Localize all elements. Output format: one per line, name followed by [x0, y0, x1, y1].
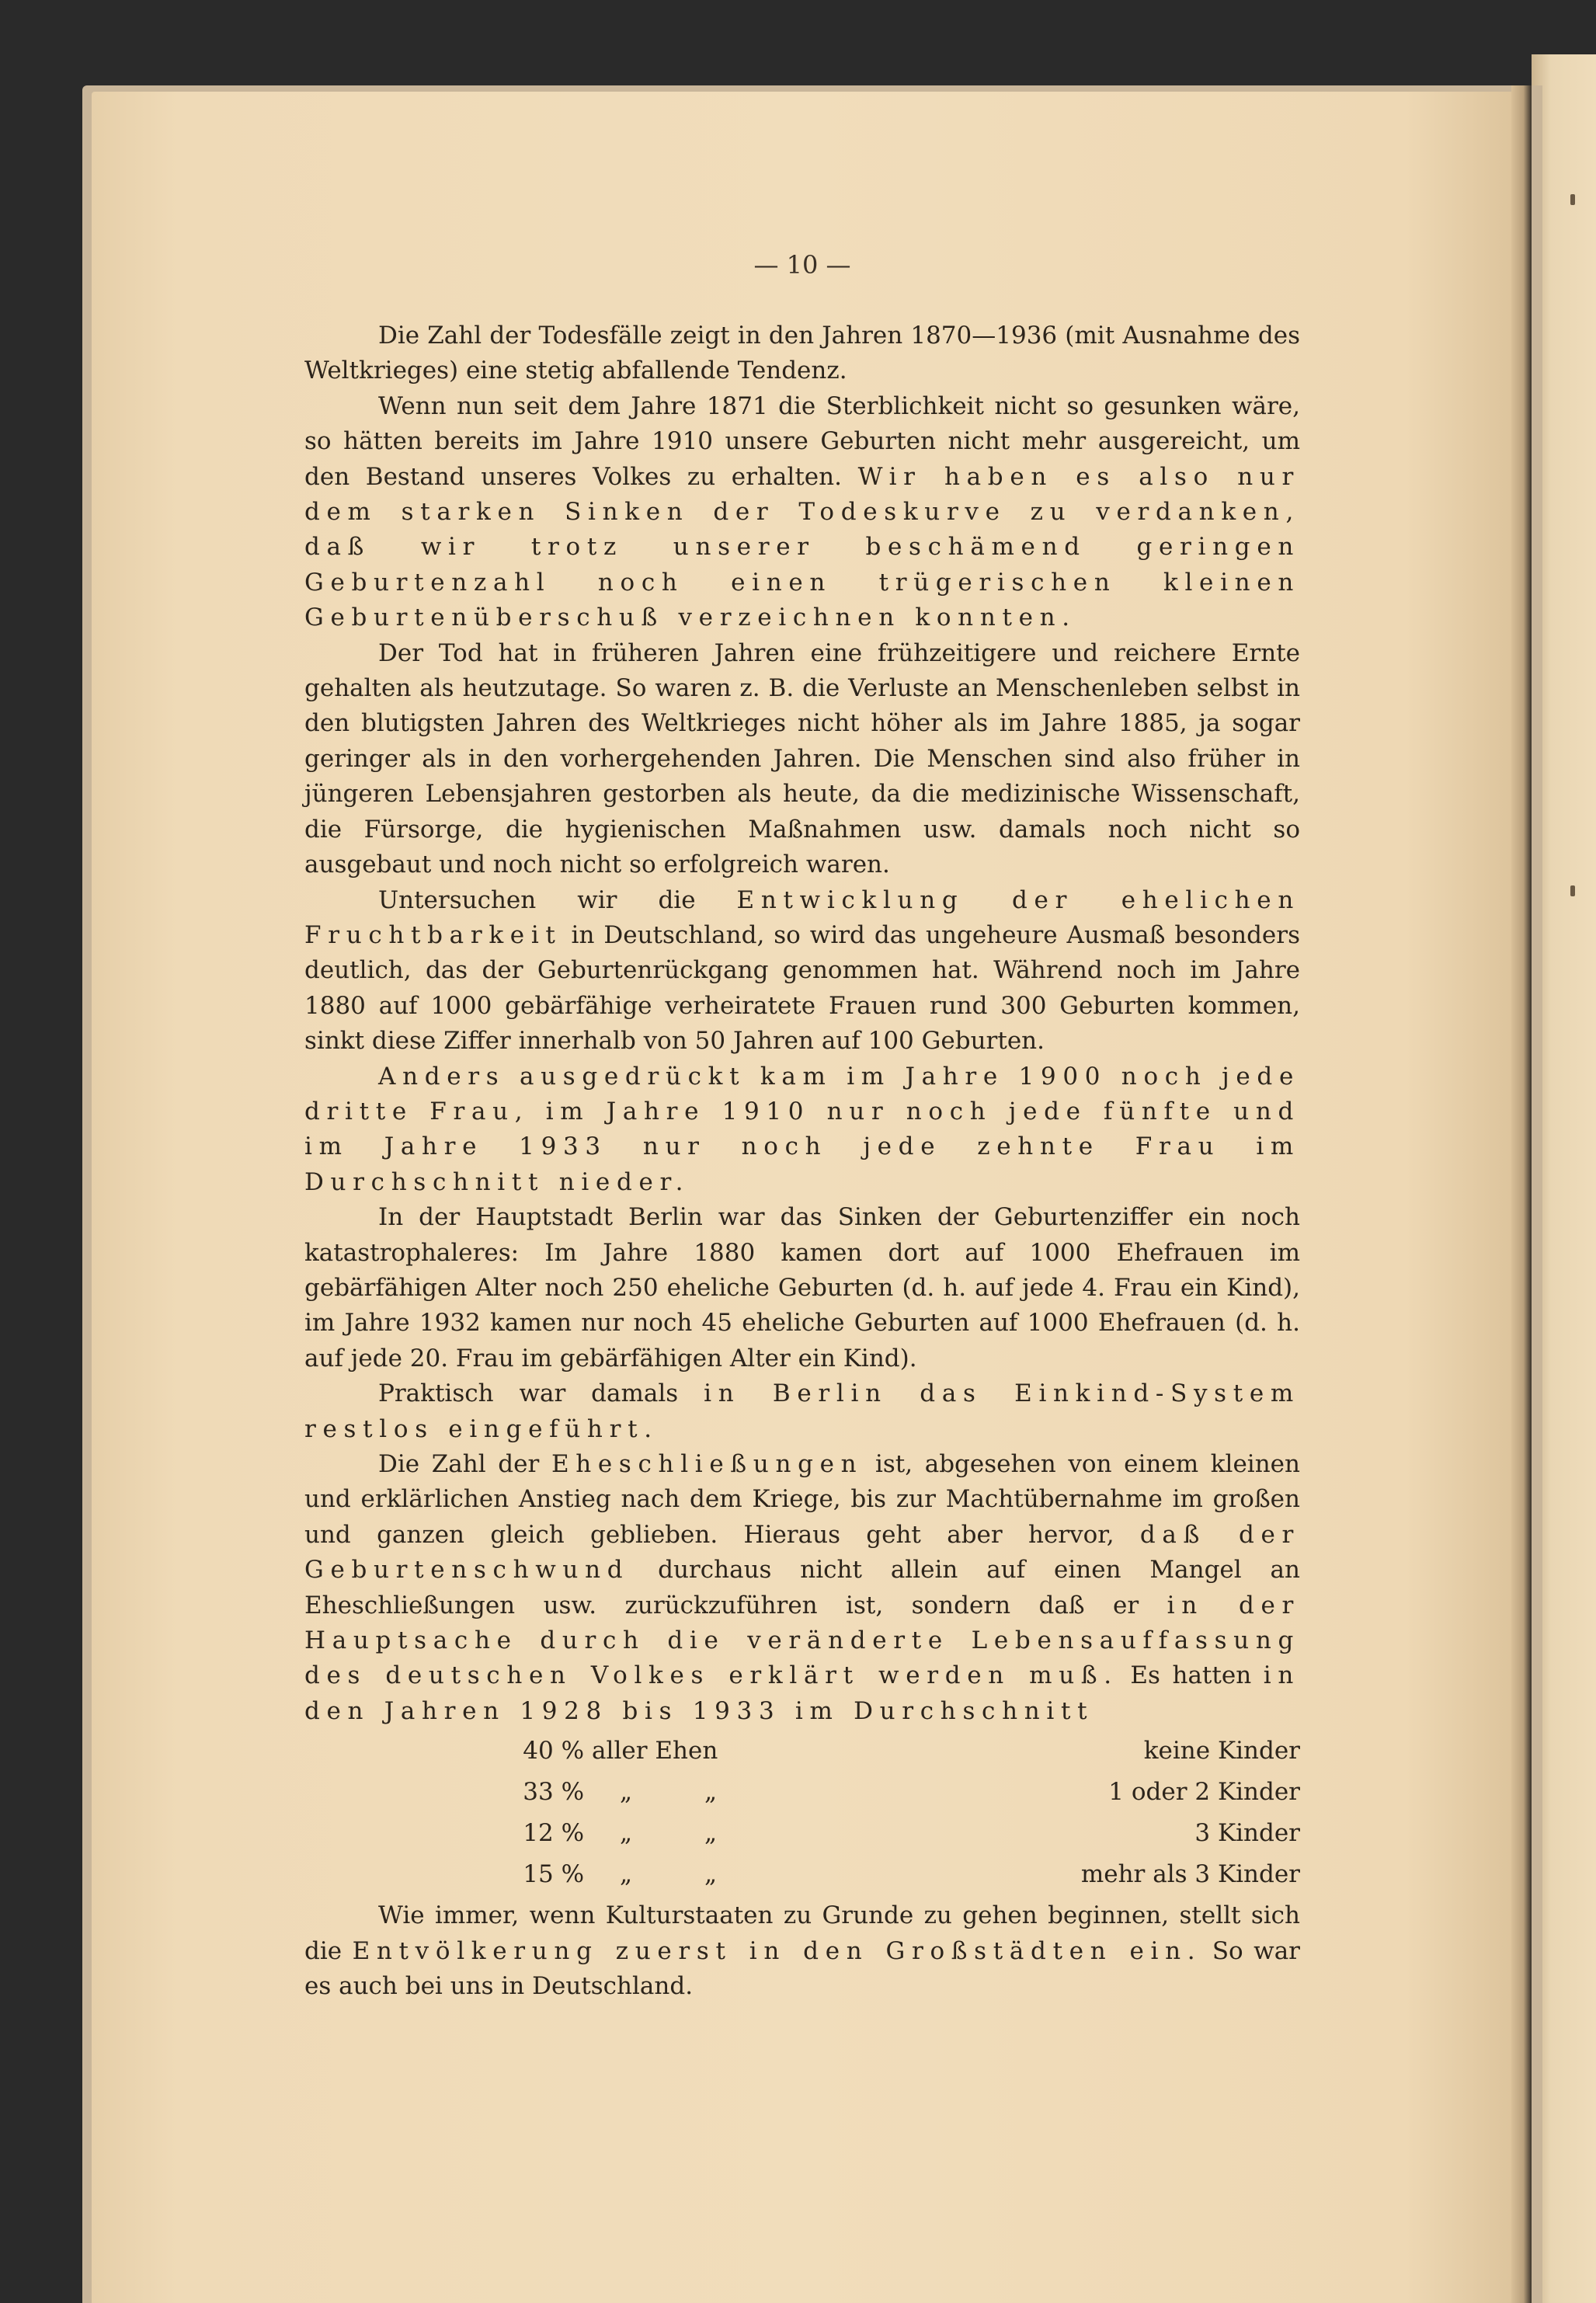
subject-cell: „ [620, 1860, 633, 1889]
children-cell: 3 Kinder [1194, 1819, 1300, 1848]
page-number: — 10 — [753, 250, 851, 280]
paragraph: In der Hauptstadt Berlin war das Sinken der Geburtenziffer ein noch katastrophaleres: Im Jahre 1880 kamen dort auf 1000 Ehefrauen im gebärfähigen Alter noch 250 eheliche Geburten (d. h. auf jede 4. Frau ein Kind), im Jahre 1932 kamen nur noch 45 eheliche Geburten auf 1000 Ehefrauen (d. h. auf jede 20. Frau im gebärfähigen Alter ein Kind). [304, 1203, 1300, 1372]
paragraph [304, 1059, 1300, 1201]
percent-cell: 15 % [523, 1860, 585, 1889]
paragraph: Die Zahl der Todesfälle zeigt in den Jahren 1870—1936 (mit Ausnahme des Weltkrieges) eine stetig abfallende Tendenz. [304, 322, 1300, 385]
paragraph: Wie immer, wenn Kulturstaaten zu Grunde zu gehen beginnen, stellt sich die Entvölkerung zuerst in den Großstädten ein. So war es auch bei uns in Deutschland. [304, 1901, 1301, 2001]
page-fold-shadow [1511, 85, 1532, 2303]
spaced-emphasis: Entvölkerung zuerst in den Großstädten ein. [352, 1936, 1202, 1965]
percent-cell: 40 % [523, 1737, 585, 1766]
percent-cell: 12 % [523, 1819, 585, 1848]
paragraph: Untersuchen wir die Entwicklung der ehelichen Fruchtbarkeit in Deutschland, so wird das ungeheure Ausmaß besonders deutlich, das der Geburtenrückgang genommen hat. Während noch im Jahre 1880 auf 1000 gebärfähige verheiratete Frauen rund 300 Geburten kommen, sinkt diese Ziffer innerhalb von 50 Jahren auf 100 Geburten. [304, 885, 1301, 1056]
spaced-emphasis: Wir haben es also nur dem starken Sinken der Todeskurve zu verdanken, daß wir trotz unserer beschämend geringen Geburtenzahl noch einen trügerischen kleinen Geburtenüberschuß verzeichnen konnten. [304, 462, 1301, 632]
ditto-cell: „ [704, 1778, 718, 1807]
subject-cell: „ [620, 1778, 633, 1807]
table-row [505, 1813, 1300, 1854]
subject-cell: „ [620, 1819, 633, 1848]
children-cell: keine Kinder [1143, 1737, 1300, 1766]
paragraph: Die Zahl der Eheschließungen ist, abgesehen von einem kleinen und erklärlichen Anstieg nach dem Kriege, bis zur Machtübernahme im großen und ganzen gleich geblieben. Hieraus geht aber hervor, daß der Geburtenschwund durchaus nicht allein auf einen Mangel an Eheschließungen usw. zurückzuführen ist, sondern daß er in der Hauptsache durch die veränderte Lebensauffassung des deutschen Volkes erklärt werden muß. Es hatten in den Jahren 1928 bis 1933 im Durchschnitt [304, 1450, 1301, 1725]
paragraph: Wenn nun seit dem Jahre 1871 die Sterblichkeit nicht so gesunken wäre, so hätten bereits im Jahre 1910 unsere Geburten nicht mehr ausgereicht, um den Bestand unseres Volkes zu erhalten. Wir haben es also nur dem starken Sinken der Todeskurve zu verdanken, daß wir trotz unserer beschämend geringen Geburtenzahl noch einen trügerischen kleinen Geburtenüberschuß verzeichnen konnten. [304, 391, 1301, 632]
table-row [505, 1854, 1300, 1895]
spaced-emphasis: in Berlin das Einkind-System restlos eingeführt. [304, 1379, 1301, 1443]
table-row [505, 1772, 1300, 1813]
ditto-cell [836, 1731, 1052, 1772]
paragraph: Praktisch war damals in Berlin das Einkind-System restlos eingeführt. [304, 1379, 1301, 1443]
subject-cell: aller Ehen [592, 1737, 718, 1766]
spaced-emphasis: Eheschließungen [551, 1450, 864, 1478]
binding-mark [1570, 194, 1575, 205]
children-cell: 1 oder 2 Kinder [1108, 1778, 1300, 1807]
children-cell: mehr als 3 Kinder [1080, 1860, 1300, 1889]
spaced-emphasis: in der Hauptsache durch die veränderte Lebensauffassung des deutschen Volkes erklärt werden muß. [304, 1591, 1301, 1690]
spaced-emphasis: in den Jahren 1928 bis 1933 im Durchschnitt [304, 1661, 1300, 1725]
ditto-cell: „ [704, 1819, 718, 1848]
paragraph: Der Tod hat in früheren Jahren eine frühzeitigere und reichere Ernte gehalten als heutzutage. So waren z. B. die Verluste an Menschenleben selbst in den blutigsten Jahren des Weltkrieges nicht höher als im Jahre 1885, ja sogar geringer als in den vorhergehenden Jahren. Die Menschen sind also früher in jüngeren Lebensjahren gestorben als heute, da die medizinische Wissenschaft, die Fürsorge, die hygienischen Maßnahmen usw. damals noch nicht so ausgebaut und noch nicht so erfolgreich waren. [304, 638, 1300, 879]
spaced-emphasis: Entwicklung der ehelichen Fruchtbarkeit [304, 885, 1300, 949]
page-body [304, 249, 1300, 2004]
ditto-cell: „ [704, 1860, 718, 1889]
spaced-emphasis: Anders ausgedrückt kam im Jahre 1900 noch jede dritte Frau, im Jahre 1910 nur noch jede fünfte und im Jahre 1933 nur noch jede zehnte Frau im Durchschnitt nieder. [304, 1062, 1300, 1196]
binding-mark [1570, 885, 1575, 896]
spaced-emphasis: daß der Geburtenschwund [304, 1520, 1300, 1585]
table-row [505, 1731, 1300, 1772]
marriage-statistics-table [505, 1731, 1300, 1895]
percent-cell: 33 % [523, 1778, 585, 1807]
